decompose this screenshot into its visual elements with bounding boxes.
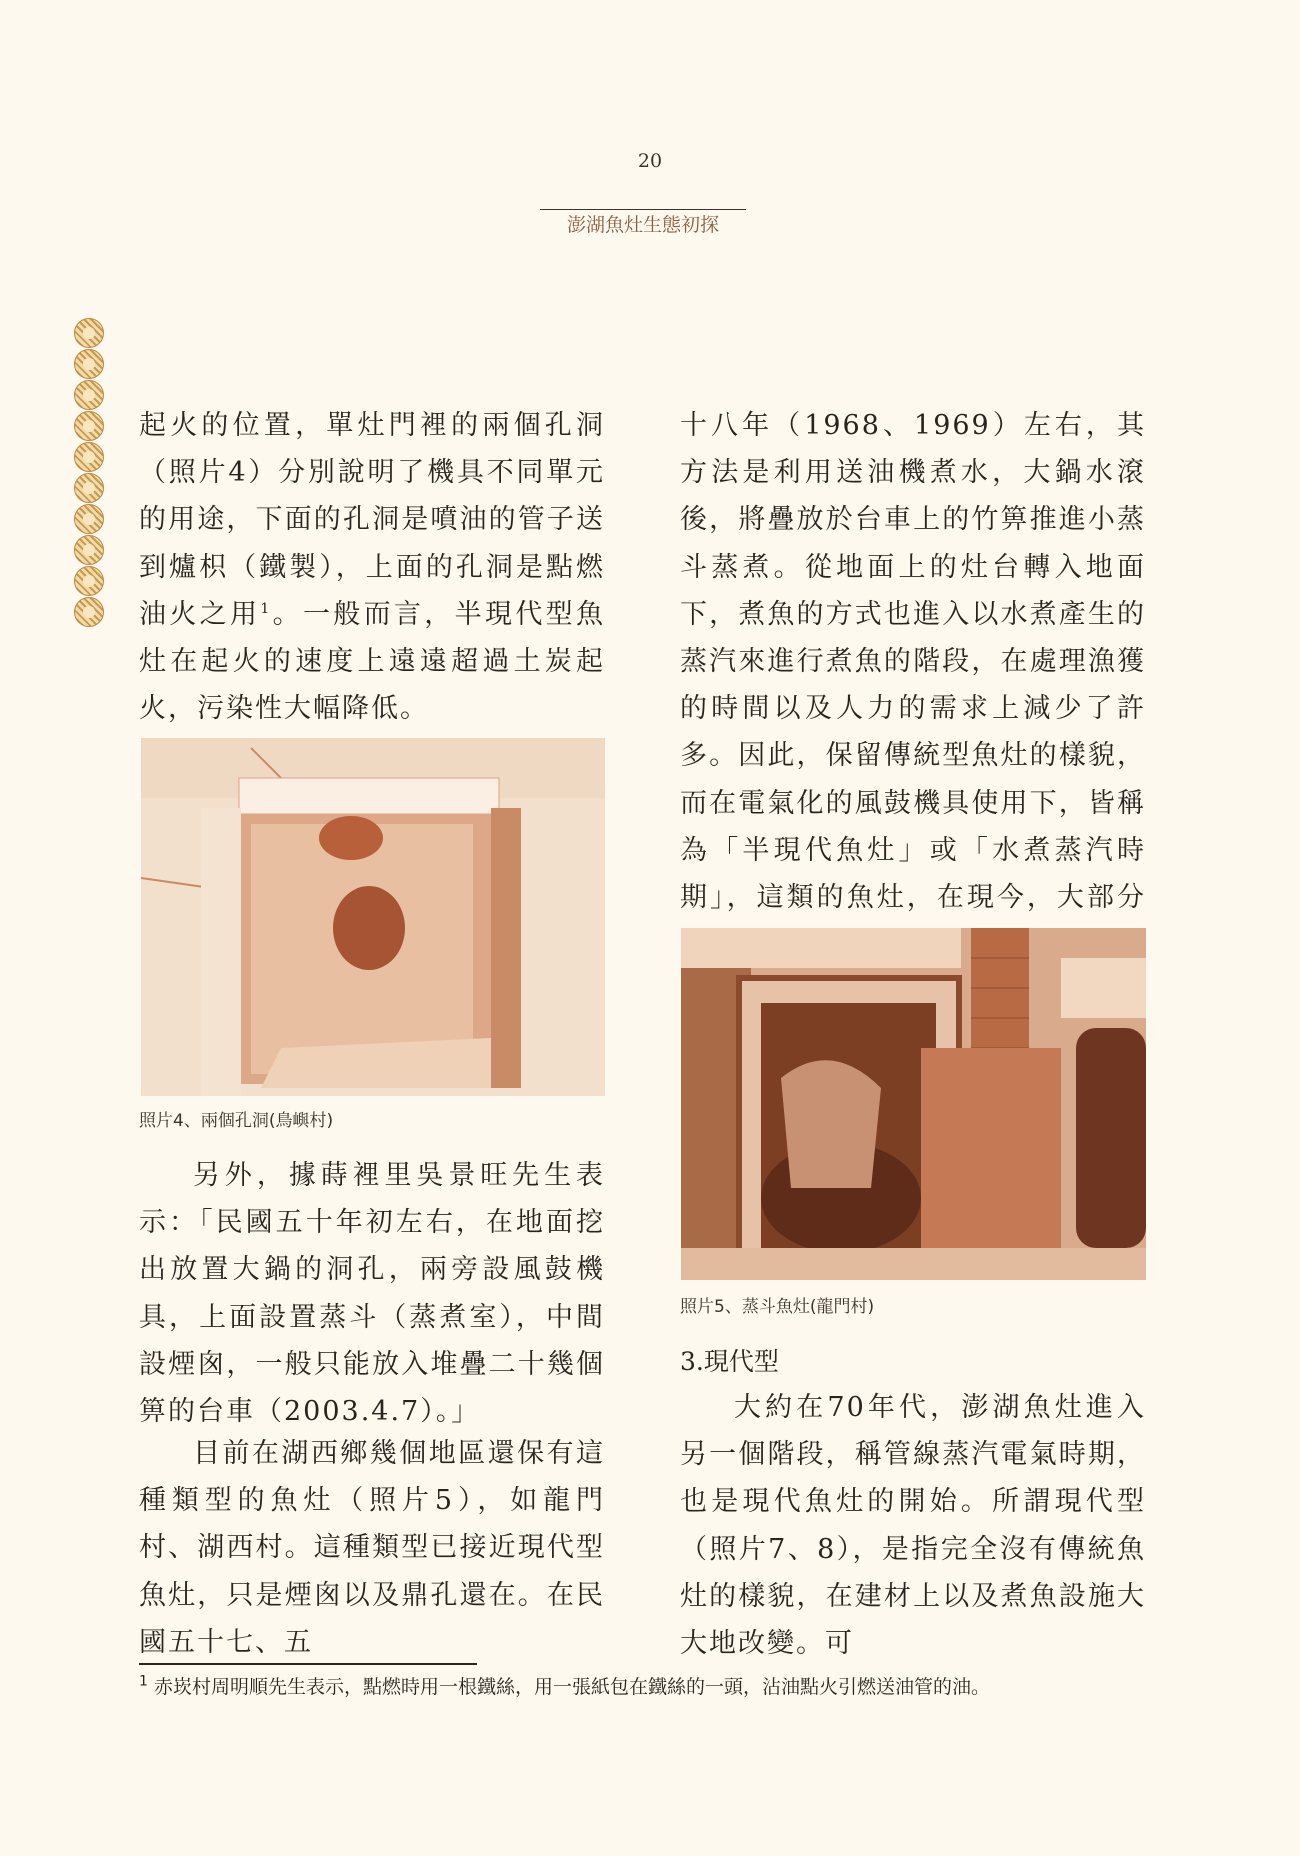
paragraph-text: 起火的位置，單灶門裡的兩個孔洞（照片4）分別說明了機具不同單元的用途，下面的孔洞是噴油的管子送到爐枳（鐵製），上面的孔洞是點燃油火之用 xyxy=(139,410,605,630)
right-column-paragraph-2 xyxy=(680,1384,1146,1667)
ornament-circle-icon xyxy=(74,349,104,379)
ornament-circle-icon xyxy=(74,597,104,627)
paragraph-text: 十八年（1968、1969）左右，其方法是利用送油機煮水，大鍋水滾後，將疊放於台車上的竹箅推進小蒸斗蒸煮。從地面上的灶台轉入地面下，煮魚的方式也進入以水煮產生的蒸汽來進行煮魚的階段，在處理漁獲的時間以及人力的需求上減少了許多。因此，保留傳統型魚灶的樣貌，而在電氣化的風鼓機具使用下，皆稱為「半現代魚灶」或「水煮蒸汽時期」，這類的魚灶，在現今，大部分 xyxy=(680,410,1146,914)
ornament-circle-icon xyxy=(74,442,104,472)
photo-4-caption: 照片4、兩個孔洞(鳥嶼村) xyxy=(139,1111,334,1131)
page-number: 20 xyxy=(637,150,663,172)
paragraph-text: 另外，據蒔裡里吳景旺先生表示：「民國五十年初左右，在地面挖出放置大鍋的洞孔，兩旁設風鼓機具，上面設置蒸斗（蒸煮室），中間設煙囪，一般只能放入堆疊二十幾個箅的台車（2003.4.7）。」 xyxy=(139,1160,605,1428)
ornament-circle-icon xyxy=(74,318,104,348)
right-column-paragraph-1 xyxy=(680,402,1146,968)
section-heading: 3.現代型 xyxy=(680,1347,779,1376)
left-column-paragraph-2 xyxy=(139,1152,605,1435)
running-header-title: 澎湖魚灶生態初探 xyxy=(566,214,719,236)
photo-5-steamer-fish-stove xyxy=(681,928,1146,1280)
ornament-circle-icon xyxy=(74,411,104,441)
left-column-paragraph-3 xyxy=(139,1430,605,1666)
footnote-reference: 1 xyxy=(260,600,272,617)
margin-ornament xyxy=(74,318,106,628)
footnote-number: 1 xyxy=(139,1673,148,1690)
photo-4-two-holes xyxy=(141,738,605,1096)
ornament-circle-icon xyxy=(74,535,104,565)
left-column-paragraph-1 xyxy=(139,402,605,732)
ornament-circle-icon xyxy=(74,380,104,410)
footnote xyxy=(139,1672,1159,1702)
paragraph-text: 目前在湖西鄉幾個地區還保有這種類型的魚灶（照片5），如龍門村、湖西村。這種類型已接近現代型魚灶，只是煙囪以及鼎孔還在。在民國五十七、五 xyxy=(139,1438,605,1658)
footnote-text: 赤崁村周明順先生表示，點燃時用一根鐵絲，用一張紙包在鐵絲的一頭，沾油點火引燃送油管的油。 xyxy=(153,1676,990,1698)
footnote-divider xyxy=(139,1663,477,1665)
ornament-circle-icon xyxy=(74,473,104,503)
ornament-circle-icon xyxy=(74,566,104,596)
paragraph-text: 。一般而言，半現代型魚灶在起火的速度上遠遠超過土炭起火，污染性大幅降低。 xyxy=(139,598,606,725)
photo-5-caption: 照片5、蒸斗魚灶(龍門村) xyxy=(680,1297,875,1317)
paragraph-text: 大約在70年代，澎湖魚灶進入另一個階段，稱管線蒸汽電氣時期，也是現代魚灶的開始。所謂現代型（照片7、8），是指完全沒有傳統魚灶的樣貌，在建材上以及煮魚設施大大地改變。可 xyxy=(680,1392,1146,1660)
ornament-circle-icon xyxy=(74,504,104,534)
